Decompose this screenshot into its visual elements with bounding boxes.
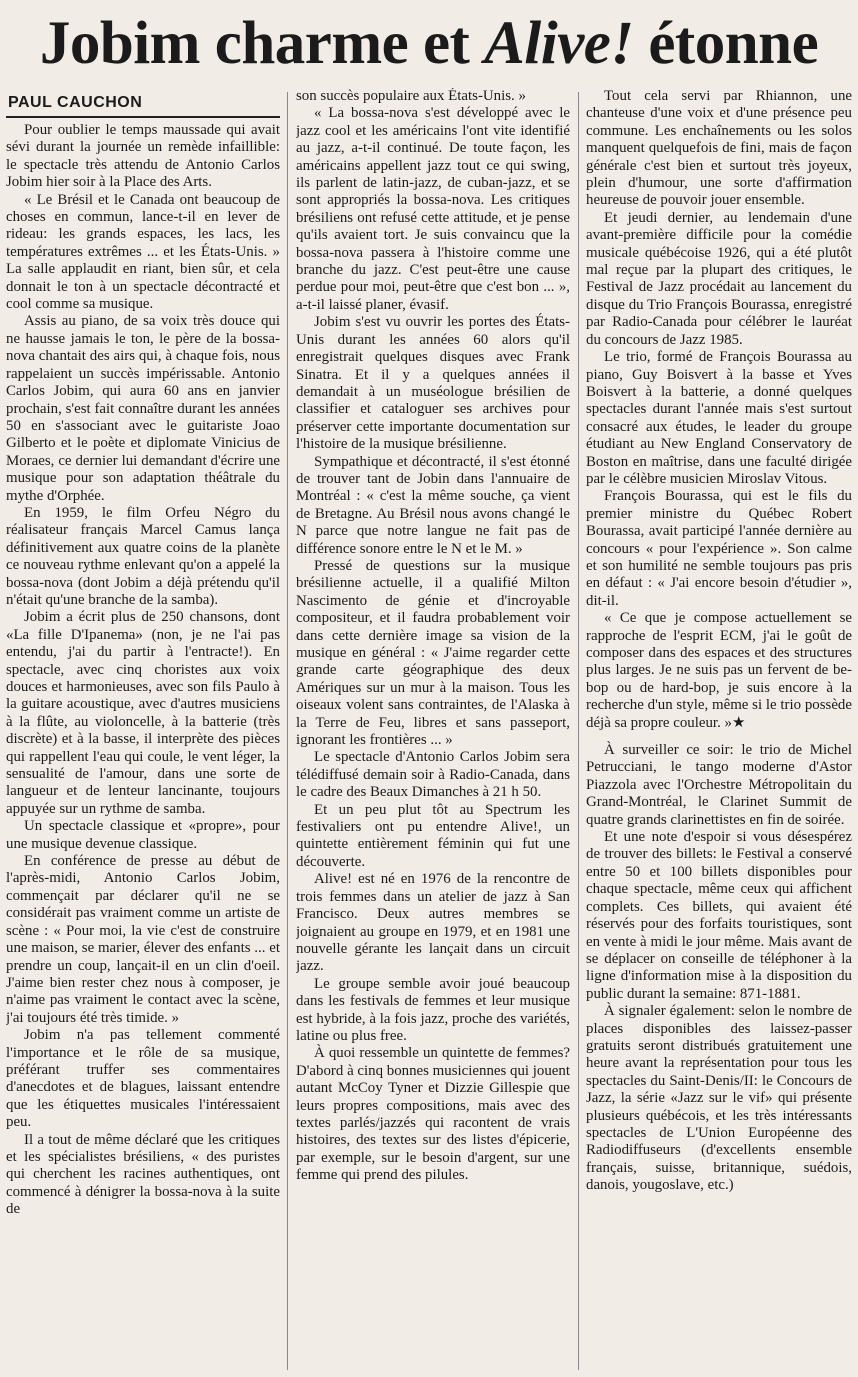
- paragraph: Il a tout de même déclaré que les critiques et les spécialistes brésiliens, « des puristes qui cherchent les racines authentiques, ont commencé à dénigrer la bossa-nova à la suite de: [6, 1131, 280, 1218]
- paragraph: En 1959, le film Orfeu Négro du réalisateur français Marcel Camus lança définitivement aux quatre coins de la planète ce nouveau rythme enlevant qu'on a appelé la bossa-nova (dont Jobim a déjà prétendu qu'il n'était qu'une branche de la samba).: [6, 504, 280, 608]
- paragraph: En conférence de presse au début de l'après-midi, Antonio Carlos Jobim, commençait par déclarer qu'il ne se considérait pas vraiment comme un artiste de scène : « Pour moi, la vie c'est de construire une maison, se marier, élever des enfants ... et prendre un coup, lançait-il en un clin d'oeil. J'aime bien rester chez nous à composer, je n'aime pas vraiment le contact avec la scène, j'ai toujours été très timide. »: [6, 853, 280, 1026]
- paragraph: « La bossa-nova s'est développé avec le jazz cool et les américains l'ont vite identifié au jazz, a-t-il continué. De toute façon, les américains appellent jazz tout ce qui swing, ils parlent de latin-jazz, de cuban-jazz, et se sont appropriés la bossa-nova. Les critiques brésiliens ont refusé cette attitude, et je pense qu'ils avaient tort. Je suis convaincu que la bossa-nova passera à l'histoire comme une branche du jazz. C'est peut-être une cause perdue pour moi, peut-être que c'est bon ... », a-t-il laissé planer, évasif.: [296, 105, 570, 313]
- headline: [0, 2, 858, 88]
- byline-box: [6, 92, 280, 118]
- paragraph: Le trio, formé de François Bourassa au piano, Guy Boisvert à la basse et Yves Boisvert à la batterie, a donné quelques spectacles durant l'année mais s'est surtout consacré aux études, le leader du groupe étudiant au New England Conservatory de Boston en maîtrise, dans une faculté dirigée par le célèbre musicien Miroslav Vitous.: [586, 349, 852, 487]
- article-column-1: [6, 122, 280, 1372]
- paragraph: Et une note d'espoir si vous désespérez de trouver des billets: le Festival a conservé entre 50 et 100 billets disponibles pour chaque spectacle, même ceux qui affichent complets. Ces billets, qui avaient été réservés pour des forfaits touristiques, sont en vente à midi le jour même. Mais avant de se déplacer on conseille de téléphoner à la ligne d'information mise à la disposition du public durant la semaine: 871-1881.: [586, 829, 852, 1002]
- paragraph: Alive! est né en 1976 de la rencontre de trois femmes dans un atelier de jazz à San Francisco. Deux autres membres se joignaient au groupe en 1979, et en 1981 une nouvelle gérante les lançait dans un circuit jazz.: [296, 871, 570, 975]
- paragraph: À signaler également: selon le nombre de places disponibles des laissez-passer gratuits seront distribués gratuitement une heure avant la représentation pour tous les spectacles du Saint-Denis/II: le Concours de Jazz, la série «Jazz sur le vif» qui présente plusieurs québécois, et les très intéressants spectacles de L'Union Européenne des Radiodiffuseurs (d'excellents ensemble français, suisse, britannique, suédois, danois, yougoslave, etc.): [586, 1003, 852, 1194]
- byline-rule: [6, 116, 280, 118]
- paragraph: Assis au piano, de sa voix très douce qui ne hausse jamais le ton, le père de la bossa-nova chantait des airs qui, à chaque fois, nous rappelaient un succès impérissable. Antonio Carlos Jobim, qui aura 60 ans en janvier prochain, s'est fait connaître durant les années 50 en s'associant avec le guitariste Joao Gilberto et le poète et diplomate Vinicius de Moraes, ce dernier lui demandant d'écrire une musique pour son adaptation théâtrale du mythe d'Orphée.: [6, 313, 280, 504]
- column-divider-2: [578, 92, 579, 1370]
- paragraph: Sympathique et décontracté, il s'est étonné de trouver tant de Jobin dans l'annuaire de Montréal : « c'est la même souche, ça vient de Bretagne. Au Brésil nous avons changé le N parce que notre langue ne fait pas de différence sonore entre le N et le M. »: [296, 453, 570, 557]
- paragraph: Un spectacle classique et «propre», pour une musique devenue classique.: [6, 818, 280, 852]
- paragraph: Tout cela servi par Rhiannon, une chanteuse d'une voix et d'une présence peu commune. Les enchaînements ou les solos manquent quelquefois de fini, mais de façon générale c'est bien et surtout très joyeux, plein d'humour, une sorte d'affirmation heureuse de pouvoir jouer ensemble.: [586, 88, 852, 209]
- byline: PAUL CAUCHON: [8, 94, 143, 111]
- paragraph: François Bourassa, qui est le fils du premier ministre du Québec Robert Bourassa, avait participé l'année dernière au concours « pour l'expérience ». Son calme et son humilité ne semble toujours pas pris en défaut : « J'ai encore besoin d'étudier », dit-il.: [586, 488, 852, 609]
- headline-italic: Alive!: [484, 10, 634, 77]
- paragraph: Jobim s'est vu ouvrir les portes des États-Unis durant les années 60 alors qu'il enregistrait quelques disques avec Frank Sinatra. Et il y a quelques années il demandait à un muséologue brésilien de classifier et cataloguer ses archives pour préserver cette importante documentation sur l'histoire de la musique brésilienne.: [296, 314, 570, 453]
- article-column-2: [296, 88, 570, 1372]
- column-divider-1: [287, 92, 288, 1370]
- paragraph: À surveiller ce soir: le trio de Michel Petrucciani, le tango moderne d'Astor Piazzola avec l'Orchestre Métropolitain du Grand-Montréal, le Clarinet Summit de quatre grands clarinettistes en fin de soirée.: [586, 742, 852, 828]
- paragraph: Et un peu plut tôt au Spectrum les festivaliers ont pu entendre Alive!, un quintette entièrement féminin qui fut une découverte.: [296, 801, 570, 870]
- paragraph: Jobim n'a pas tellement commenté l'importance et le rôle de sa musique, préférant truffer ses commentaires d'anecdotes et de blagues, laissant entendre que les étiquettes musicales l'intéressaient peu.: [6, 1027, 280, 1131]
- paragraph: Et jeudi dernier, au lendemain d'une avant-première difficile pour la comédie musicale québécoise 1926, qui a été plutôt mal reçue par la plupart des critiques, le Festival de Jazz procédait au lancement du disque du Trio François Bourassa, enregistré par Radio-Canada pour célébrer le lauréat du concours de Jazz 1985.: [586, 209, 852, 348]
- paragraph: Jobim a écrit plus de 250 chansons, dont «La fille D'Ipanema» (non, je ne l'ai pas entendu, j'ai du partir à l'entracte!). En spectacle, avec cinq choristes aux voix douces et harmonieuses, avec son fils Paulo à la guitare acoustique, avec d'autres musiciens à la flûte, au violoncelle, à la batterie (très discrète) et à la basse, il interprète des pièces qui rappellent l'eau qui coule, le vent léger, la sensualité de l'amour, dans une sorte de langueur et de lenteur lancinante, toujours appuyée sur un rythme de samba.: [6, 609, 280, 817]
- paragraph: Le spectacle d'Antonio Carlos Jobim sera télédiffusé demain soir à Radio-Canada, dans le cadre des Beaux Dimanches à 21 h 50.: [296, 749, 570, 801]
- paragraph: « Ce que je compose actuellement se rapproche de l'esprit ECM, j'ai le goût de composer dans des espaces et des structures plus larges. Je ne suis pas un fervent de be-bop ou de hard-bop, je suis encore à la recherche d'un style, même si le trio possède déjà sa propre couleur. »★: [586, 610, 852, 731]
- paragraph: Pour oublier le temps maussade qui avait sévi durant la journée un remède infaillible: le spectacle très attendu de Antonio Carlos Jobim hier soir à la Place des Arts.: [6, 122, 280, 191]
- paragraph: « Le Brésil et le Canada ont beaucoup de choses en commun, lance-t-il en lever de rideau: les grands espaces, les lacs, les températures extrêmes ... et les États-Unis. » La salle applaudit en riant, bien sûr, et cela donnait le ton à un spectacle décontracté et cool comme sa musique.: [6, 191, 280, 313]
- paragraph: À quoi ressemble un quintette de femmes? D'abord à cinq bonnes musiciennes qui jouent autant McCoy Tyner et Dizzie Gillespie que leurs propres compositions, mais avec des textes parlés/jazzés qui racontent de vrais histoires, des textes sur des listes d'épicerie, par exemple, sur le besoin d'argent, sur une femme qui prend des pilules.: [296, 1045, 570, 1184]
- headline-part1: Jobim charme et: [39, 10, 485, 77]
- paragraph: Le groupe semble avoir joué beaucoup dans les festivals de femmes et leur musique est hybride, à la fois jazz, proche des variétés, latine ou plus free.: [296, 975, 570, 1044]
- article-column-3: [586, 88, 852, 1372]
- paragraph: son succès populaire aux États-Unis. »: [296, 88, 526, 104]
- paragraph: Pressé de questions sur la musique brésilienne actuelle, il a qualifié Milton Nascimento de génie et d'incroyable compositeur, et il faudra probablement voir dans cette dernière image sa vision de la musique en général : « J'aime regarder cette grande carte géographique des deux Amériques sur un mur à la maison. Tous les oiseaux volent sans contraintes, de l'Alaska à la Terre de Feu, libres et sans passeport, ignorant les frontières ... »: [296, 557, 570, 749]
- headline-part2: étonne: [633, 10, 819, 77]
